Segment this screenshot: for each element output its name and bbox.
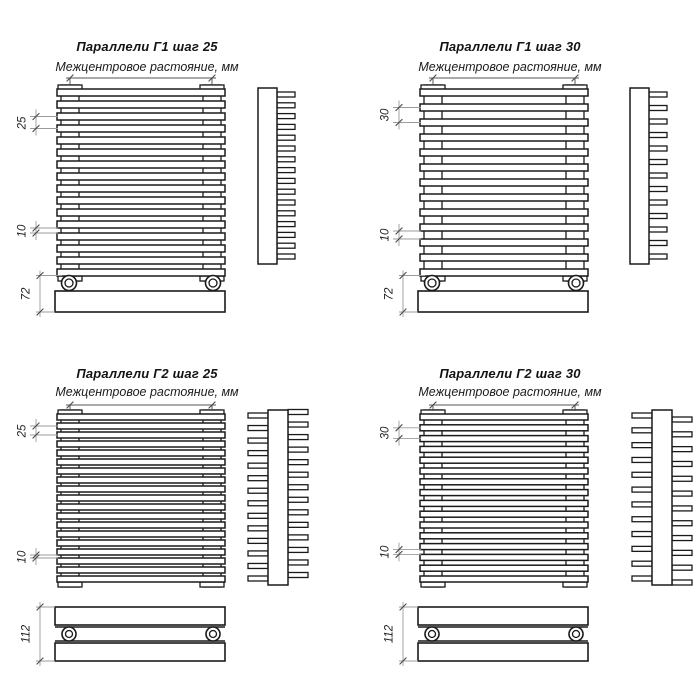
- dim-height-value: 72: [20, 287, 33, 301]
- radiator-drawing-g2-step30: [363, 330, 700, 675]
- side-view: [248, 410, 308, 586]
- panel-parallels-g1-step25: [0, 0, 350, 345]
- bottom-view: [418, 607, 588, 661]
- center-distance-label: Межцентровое растояние, мм: [55, 60, 239, 74]
- panel-title: Параллели Г2 шаг 30: [439, 366, 581, 381]
- dim-step-value: 25: [16, 424, 29, 437]
- dim-step-value: 30: [379, 108, 392, 122]
- center-distance-label: Межцентровое растояние, мм: [418, 60, 602, 74]
- dim-gap-value: 10: [16, 550, 29, 563]
- dim-step-value: 30: [379, 426, 392, 440]
- dim-height-value: 112: [383, 624, 396, 644]
- center-distance-label: Межцентровое растояние, мм: [418, 385, 602, 399]
- dim-step-value: 25: [16, 116, 29, 129]
- dim-height-value: 72: [383, 287, 396, 301]
- front-view: [420, 85, 588, 281]
- panel-parallels-g2-step25: [0, 330, 350, 675]
- side-view: [258, 88, 295, 264]
- radiator-drawing-g1-step25: [0, 0, 350, 345]
- panel-title: Параллели Г1 шаг 25: [76, 39, 218, 54]
- front-view: [57, 410, 225, 587]
- panel-parallels-g1-step30: [363, 0, 700, 345]
- panel-parallels-g2-step30: [363, 330, 700, 675]
- radiator-drawing-g1-step30: [363, 0, 700, 345]
- side-view: [630, 88, 667, 264]
- bottom-view: [55, 607, 225, 661]
- radiator-drawing-g2-step25: [0, 330, 350, 675]
- front-view: [57, 85, 225, 281]
- dim-gap-value: 10: [379, 228, 392, 242]
- front-view: [420, 410, 588, 587]
- side-view: [632, 410, 692, 585]
- panel-title: Параллели Г2 шаг 25: [76, 366, 218, 381]
- panel-title: Параллели Г1 шаг 30: [439, 39, 581, 54]
- center-distance-label: Межцентровое растояние, мм: [55, 385, 239, 399]
- dim-height-value: 112: [20, 624, 33, 644]
- dim-gap-value: 10: [16, 224, 29, 237]
- dim-gap-value: 10: [379, 545, 392, 559]
